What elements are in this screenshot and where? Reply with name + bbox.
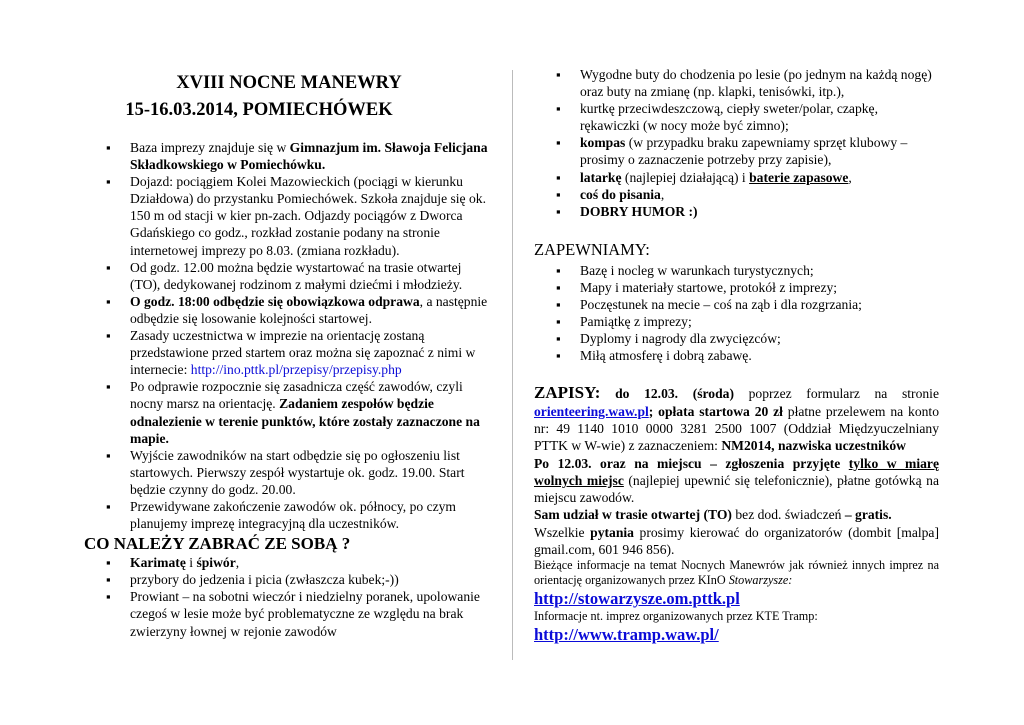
stowarzysze-url-link[interactable]: http://stowarzysze.om.pttk.pl (534, 589, 740, 609)
list-item: ▪ Wygodne buty do chodzenia po lesie (po jednym na każdą nogę) oraz buty na zmianę (np. klapki, tenisówki, itp.), (534, 66, 939, 100)
list-item: ▪ Pamiątkę z imprezy; (534, 313, 939, 330)
list-item: ▪ Przewidywane zakończenie zawodów ok. północy, po czym planujemy imprezę integracyjną dla uczestników. (84, 498, 494, 532)
questions-paragraph: Wszelkie pytania prosimy kierować do organizatorów (dombit [malpa] gmail.com, 601 946 856). (534, 524, 939, 558)
provide-list (534, 262, 939, 365)
registration-link[interactable]: orienteering.waw.pl (534, 403, 649, 419)
page-title (84, 70, 494, 124)
list-item: ▪ DOBRY HUMOR :) (534, 203, 939, 220)
left-column (84, 66, 494, 640)
registration-section (534, 384, 939, 645)
open-route-paragraph: Sam udział w trasie otwartej (TO) bez dod. świadczeń – gratis. (534, 507, 892, 523)
list-item: ▪ Mapy i materiały startowe, protokół z imprezy; (534, 279, 939, 296)
list-item: ▪ przybory do jedzenia i picia (zwłaszcza kubek;-)) (84, 571, 494, 588)
info-paragraph: Bieżące informacje na temat Nocnych Manewrów jak również innych imprez na orientację organizowanych przez KInO Stowarzysze: (534, 558, 939, 588)
list-item: ▪ Dyplomy i nagrody dla zwycięzców; (534, 330, 939, 347)
list-item: ▪ O godz. 18:00 odbędzie się obowiązkowa odprawa, a następnie odbędzie się losowanie kolejności startowej. (84, 293, 494, 327)
registration-paragraph: ZAPISY: do 12.03. (środa) poprzez formularz na stronie orienteering.waw.pl; opłata startowa 20 zł płatne przelewem na konto nr: 49 1140 1010 0000 3281 2500 1007 (Oddział Międzyuczelniany PTTK w W-wie) z zaznaczeniem: NM2014, nazwiska uczestników (534, 383, 939, 454)
list-item: ▪ latarkę (najlepiej działającą) i baterie zapasowe, (534, 169, 939, 186)
list-item: ▪ Od godz. 12.00 można będzie wystartować na trasie otwartej (TO), dedykowanej rodzinom z małymi dziećmi i młodzieży. (84, 259, 494, 293)
bring-list-continued (534, 66, 939, 220)
registration-heading: ZAPISY: (534, 383, 601, 403)
title-line-1: XVIII NOCNE MANEWRY (176, 73, 402, 93)
rules-link[interactable]: http://ino.pttk.pl/przepisy/przepisy.php (190, 362, 402, 378)
title-line-2: 15-16.03.2014, POMIECHÓWEK (125, 100, 393, 120)
list-item: ▪ Zasady uczestnictwa w imprezie na orientację zostaną przedstawione przed startem oraz można się zapoznać z nimi w internecie: http://ino.pttk.pl/przepisy/przepisy.php (84, 327, 494, 378)
list-item: ▪ Baza imprezy znajduje się w Gimnazjum im. Sławoja Felicjana Składkowskiego w Pomiechówku. (84, 139, 494, 173)
list-item: ▪ Prowiant – na sobotni wieczór i niedzielny poranek, upolowanie czegoś w lesie może być problematyczne ze względu na brak zwierzyny łownej w rejonie zawodów (84, 588, 494, 639)
list-item: ▪ Bazę i nocleg w warunkach turystycznych; (534, 262, 939, 279)
column-divider (512, 70, 513, 660)
bring-heading: CO NALEŻY ZABRAĆ ZE SOBĄ ? (84, 534, 351, 554)
list-item: ▪ kompas (w przypadku braku zapewniamy sprzęt klubowy – prosimy o zaznaczenie potrzeby przy zapisie), (534, 134, 939, 168)
bring-list (84, 554, 494, 639)
list-item: ▪ coś do pisania, (534, 186, 939, 203)
tramp-url-link[interactable]: http://www.tramp.waw.pl/ (534, 625, 719, 645)
late-registration-paragraph: Po 12.03. oraz na miejscu – zgłoszenia przyjęte tylko w miarę wolnych miejsc (najlepiej upewnić się telefonicznie), płatne gotówką na miejscu zawodów. (534, 455, 939, 506)
list-item: ▪ Poczęstunek na mecie – coś na ząb i dla rozgrzania; (534, 296, 939, 313)
list-item: ▪ Wyjście zawodników na start odbędzie się po ogłoszeniu list startowych. Pierwszy zespół wystartuje ok. godz. 19.00. Start będzie czynny do godz. 20.00. (84, 447, 494, 498)
provide-heading: ZAPEWNIAMY: (534, 239, 650, 259)
list-item: ▪ Dojazd: pociągiem Kolei Mazowieckich (pociągi w kierunku Działdowa) do przystanku Pomiechówek. Szkoła znajduje się ok. 150 m od stacji w kier pn-zach. Odjazdy pociągów z Dworca Gdańskiego co godz., rozkład zostanie podany na stronie internetowej imprezy po 8.03. (zmiana rozkładu). (84, 173, 494, 258)
info-list (84, 139, 494, 532)
list-item: ▪ kurtkę przeciwdeszczową, ciepły sweter/polar, czapkę, rękawiczki (w nocy może być zimno); (534, 100, 939, 134)
right-column (534, 66, 939, 645)
tramp-info-text: Informacje nt. imprez organizowanych przez KTE Tramp: (534, 609, 818, 624)
list-item: ▪ Karimatę i śpiwór, (84, 554, 494, 571)
list-item: ▪ Miłą atmosferę i dobrą zabawę. (534, 347, 939, 364)
list-item: ▪ Po odprawie rozpocznie się zasadnicza część zawodów, czyli nocny marsz na orientację. Zadaniem zespołów będzie odnalezienie w terenie punktów, które zostały zaznaczone na mapie. (84, 378, 494, 446)
